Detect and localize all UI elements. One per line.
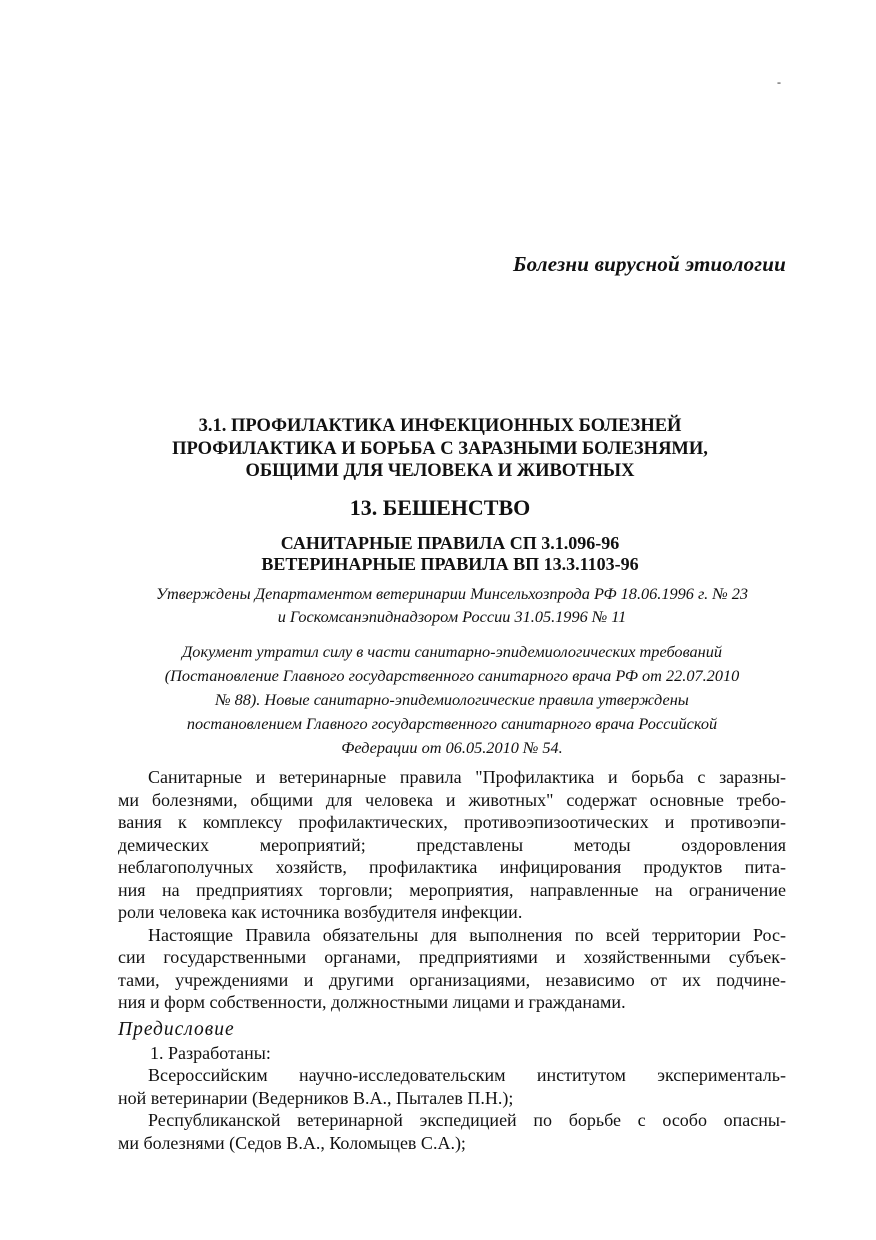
approval-line: и Госкомсанэпиднадзором России 31.05.1996 № 11	[277, 607, 627, 626]
text-line: демических мероприятий; представлены методы оздоровления	[118, 834, 786, 855]
paragraph-developer-2	[118, 1109, 786, 1154]
text-line: Санитарные и ветеринарные правила "Профилактика и борьба с заразны-	[148, 767, 786, 787]
approval-note	[110, 582, 794, 628]
section-title-line: 3.1. ПРОФИЛАКТИКА ИНФЕКЦИОННЫХ БОЛЕЗНЕЙ	[198, 416, 682, 436]
text-line: роли человека как источника возбудителя инфекции.	[118, 902, 523, 922]
rules-title	[120, 533, 780, 575]
body-text	[118, 766, 786, 1154]
annulment-line: (Постановление Главного государственного санитарного врача РФ от 22.07.2010	[164, 666, 740, 685]
text-line: ния и форм собственности, должностными лицами и гражданами.	[118, 992, 626, 1012]
paragraph-intro	[118, 766, 786, 924]
rules-title-line: ВЕТЕРИНАРНЫЕ ПРАВИЛА ВП 13.3.1103-96	[261, 554, 639, 574]
annulment-note	[110, 640, 794, 760]
annulment-line: Федерации от 06.05.2010 № 54.	[341, 738, 563, 757]
chapter-title: 13. БЕШЕНСТВО	[349, 495, 531, 520]
running-head: Болезни вирусной этиологии	[513, 252, 786, 276]
section-title-line: ОБЩИМИ ДЛЯ ЧЕЛОВЕКА И ЖИВОТНЫХ	[245, 461, 635, 481]
text-line: тами, учреждениями и другими организациями, независимо от их подчине-	[118, 969, 786, 990]
text-line: Всероссийским научно-исследовательским институтом эксперименталь-	[148, 1065, 786, 1085]
preface-heading: Предисловие	[118, 1018, 235, 1040]
text-line: неблагополучных хозяйств, профилактика инфицирования продуктов пита-	[118, 857, 786, 877]
approval-line: Утверждены Департаментом ветеринарии Минсельхозпрода РФ 18.06.1996 г. № 23	[156, 584, 748, 603]
text-line: ми болезнями (Седов В.А., Коломыцев С.А.);	[118, 1132, 466, 1153]
annulment-line: постановлением Главного государственного санитарного врача Российской	[186, 714, 718, 733]
text-line: Настоящие Правила обязательны для выполнения по всей территории Рос-	[148, 924, 786, 945]
section-title-line: ПРОФИЛАКТИКА И БОРЬБА С ЗАРАЗНЫМИ БОЛЕЗНЯМИ,	[172, 438, 708, 459]
text-line: сии государственными органами, предприятиями и хозяйственными субъек-	[118, 947, 786, 967]
text-line: Республиканской ветеринарной экспедицией по борьбе с особо опасны-	[148, 1110, 786, 1130]
text-line: ной ветеринарии (Ведерников В.А., Пыталев П.Н.);	[118, 1087, 514, 1108]
annulment-line: Документ утратил силу в части санитарно-эпидемиологических требований	[181, 642, 723, 661]
list-item: 1. Разработаны:	[150, 1042, 271, 1063]
annulment-line: № 88). Новые санитарно-эпидемиологические правила утверждены	[215, 690, 689, 709]
text-line: ния на предприятиях торговли; мероприятия, направленные на ограничение	[118, 879, 786, 900]
text-line: ми болезнями, общими для человека и животных" содержат основные требо-	[118, 789, 786, 810]
section-title	[110, 415, 770, 483]
paragraph-scope	[118, 924, 786, 1014]
paragraph-developer-1	[118, 1064, 786, 1109]
text-line: вания к комплексу профилактических, противоэпизоотических и противоэпи-	[118, 812, 786, 832]
rules-title-line: САНИТАРНЫЕ ПРАВИЛА СП 3.1.096-96	[280, 533, 620, 553]
corner-mark: -	[777, 75, 781, 89]
